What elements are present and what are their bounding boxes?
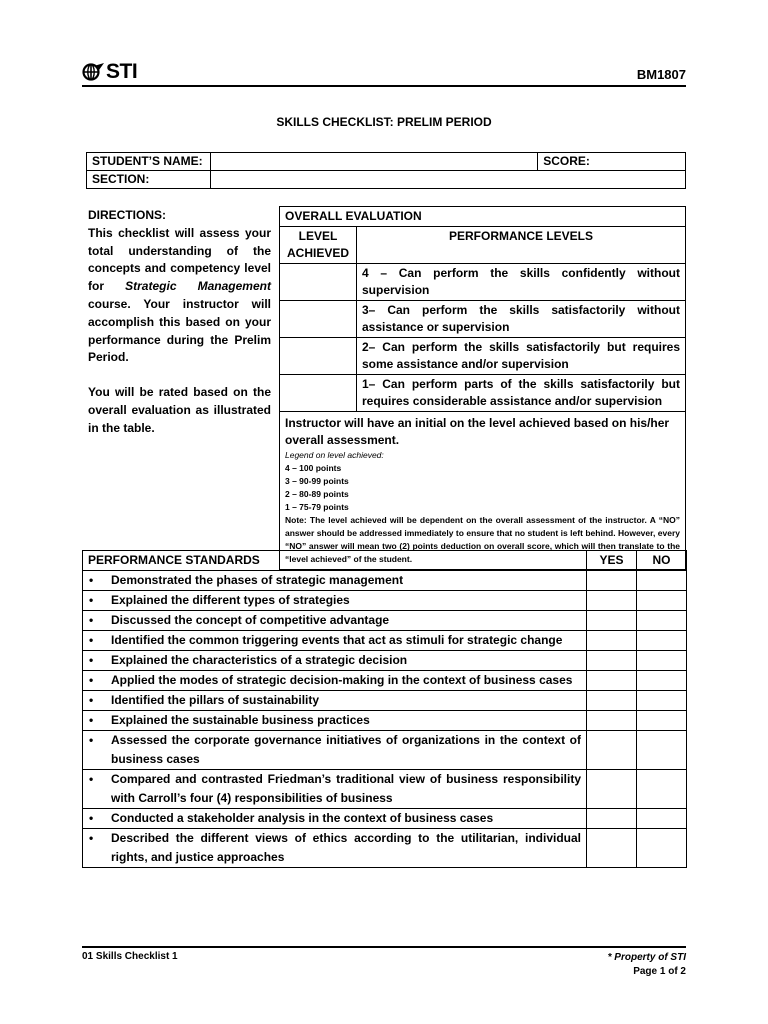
standard-item <box>83 651 587 671</box>
yes-checkbox-cell[interactable] <box>587 651 637 671</box>
directions <box>88 207 271 455</box>
standard-item <box>83 691 587 711</box>
table-row <box>83 591 687 611</box>
no-checkbox-cell[interactable] <box>637 731 687 770</box>
yes-checkbox-cell[interactable] <box>587 711 637 731</box>
standard-item <box>83 571 587 591</box>
yes-checkbox-cell[interactable] <box>587 691 637 711</box>
bullet-icon: • <box>89 593 94 607</box>
standard-text: Explained the characteristics of a strategic decision <box>111 653 408 667</box>
standard-item <box>83 711 587 731</box>
standard-text: Discussed the concept of competitive advantage <box>111 613 390 627</box>
standard-text: Identified the common triggering events that act as stimuli for strategic change <box>111 633 563 647</box>
standards-header: PERFORMANCE STANDARDS <box>83 551 587 571</box>
table-row <box>83 691 687 711</box>
standard-item <box>83 611 587 631</box>
legend-item: 2 – 80-89 points <box>285 489 349 499</box>
standard-item <box>83 631 587 651</box>
page-number: Page 1 of 2 <box>633 966 686 977</box>
level-3-box[interactable] <box>280 301 357 338</box>
yes-checkbox-cell[interactable] <box>587 829 637 868</box>
yes-checkbox-cell[interactable] <box>587 591 637 611</box>
student-name-label: STUDENT’S NAME: <box>87 153 211 171</box>
standard-text: Explained the different types of strategies <box>111 593 350 607</box>
yes-checkbox-cell[interactable] <box>587 731 637 770</box>
performance-level-2: 2– Can perform the skills satisfactorily but requires some assistance and/or supervision <box>357 338 686 375</box>
table-row <box>83 631 687 651</box>
legend-title: Legend on level achieved: <box>285 450 384 460</box>
legend-item: 4 – 100 points <box>285 463 342 473</box>
logo-text: STI <box>106 60 138 83</box>
standard-text: Described the different views of ethics according to the utilitarian, individual rights, and justice approaches <box>111 831 581 864</box>
standard-text: Conducted a stakeholder analysis in the context of business cases <box>111 811 494 825</box>
no-checkbox-cell[interactable] <box>637 770 687 809</box>
standard-item <box>83 671 587 691</box>
page-title: SKILLS CHECKLIST: PRELIM PERIOD <box>276 115 492 129</box>
instructor-note: Instructor will have an initial on the level achieved based on his/her overall assessment. <box>285 416 670 447</box>
student-name-field[interactable] <box>210 153 537 171</box>
standard-item <box>83 731 587 770</box>
standard-text: Compared and contrasted Friedman’s traditional view of business responsibility with Carroll’s four (4) responsibilities of business <box>111 772 581 805</box>
directions-paragraph-1: This checklist will assess your total understanding of the concepts and competency level for Strategic Management course. Your instructor will accomplish this based on your performance during the Prelim Period. <box>88 225 271 365</box>
standard-text: Assessed the corporate governance initiatives of organizations in the context of business cases <box>111 733 581 766</box>
level-achieved-header: LEVEL ACHIEVED <box>280 227 357 264</box>
level-2-box[interactable] <box>280 338 357 375</box>
table-row <box>83 770 687 809</box>
sti-logo <box>82 60 137 84</box>
standard-item <box>83 829 587 868</box>
directions-paragraph-2: You will be rated based on the overall evaluation as illustrated in the table. <box>88 385 271 435</box>
no-checkbox-cell[interactable] <box>637 691 687 711</box>
yes-checkbox-cell[interactable] <box>587 571 637 591</box>
no-checkbox-cell[interactable] <box>637 591 687 611</box>
performance-level-4: 4 – Can perform the skills confidently without supervision <box>357 264 686 301</box>
yes-checkbox-cell[interactable] <box>587 631 637 651</box>
standard-text: Explained the sustainable business practices <box>111 713 370 727</box>
standard-item <box>83 591 587 611</box>
student-info-table <box>86 152 686 189</box>
course-name: Strategic Management <box>125 279 271 294</box>
level-1-box[interactable] <box>280 375 357 412</box>
yes-header: YES <box>587 551 637 571</box>
no-checkbox-cell[interactable] <box>637 671 687 691</box>
overall-evaluation-table <box>279 206 686 570</box>
standard-text: Demonstrated the phases of strategic management <box>111 573 404 587</box>
no-checkbox-cell[interactable] <box>637 571 687 591</box>
section-field[interactable] <box>210 171 685 189</box>
document-code: BM1807 <box>636 67 686 82</box>
globe-icon <box>82 62 104 82</box>
bullet-icon: • <box>89 633 94 647</box>
legend-item: 1 – 75-79 points <box>285 502 349 512</box>
table-row <box>83 651 687 671</box>
footer-right <box>608 951 686 979</box>
bullet-icon: • <box>89 693 94 707</box>
footer-divider <box>82 946 686 948</box>
bullet-icon: • <box>89 573 94 587</box>
bullet-icon: • <box>89 733 94 747</box>
no-checkbox-cell[interactable] <box>637 611 687 631</box>
bullet-icon: • <box>89 673 94 687</box>
table-row <box>83 829 687 868</box>
bullet-icon: • <box>89 772 94 786</box>
no-checkbox-cell[interactable] <box>637 631 687 651</box>
no-checkbox-cell[interactable] <box>637 711 687 731</box>
no-header: NO <box>637 551 687 571</box>
standard-text: Identified the pillars of sustainability <box>111 693 320 707</box>
no-checkbox-cell[interactable] <box>637 651 687 671</box>
no-checkbox-cell[interactable] <box>637 809 687 829</box>
table-row <box>83 809 687 829</box>
evaluation-heading: OVERALL EVALUATION <box>280 207 686 227</box>
property-note: * Property of STI <box>607 952 686 963</box>
bullet-icon: • <box>89 613 94 627</box>
table-row <box>83 711 687 731</box>
performance-level-3: 3– Can perform the skills satisfactorily without assistance or supervision <box>357 301 686 338</box>
table-row <box>83 671 687 691</box>
yes-checkbox-cell[interactable] <box>587 611 637 631</box>
bullet-icon: • <box>89 653 94 667</box>
yes-checkbox-cell[interactable] <box>587 770 637 809</box>
performance-levels-header: PERFORMANCE LEVELS <box>357 227 686 264</box>
yes-checkbox-cell[interactable] <box>587 809 637 829</box>
yes-checkbox-cell[interactable] <box>587 671 637 691</box>
standard-item <box>83 809 587 829</box>
section-label: SECTION: <box>87 171 211 189</box>
table-row <box>83 611 687 631</box>
bullet-icon: • <box>89 713 94 727</box>
bullet-icon: • <box>89 831 94 845</box>
performance-level-1: 1– Can perform parts of the skills satisfactorily but requires considerable assistance and/or supervision <box>357 375 686 412</box>
bullet-icon: • <box>89 811 94 825</box>
performance-standards-table <box>82 550 687 868</box>
directions-heading: DIRECTIONS: <box>88 208 166 222</box>
standards-body <box>83 571 687 868</box>
level-4-box[interactable] <box>280 264 357 301</box>
standard-item <box>83 770 587 809</box>
score-label: SCORE: <box>538 153 686 171</box>
table-row <box>83 571 687 591</box>
table-row <box>83 731 687 770</box>
standard-text: Applied the modes of strategic decision-making in the context of business cases <box>111 673 573 687</box>
evaluation-note: Note: The level achieved will be dependent on the overall assessment of the instructor. A “NO” answer should be addressed immediately to ensure that no student is left behind. However, every “NO” answer will mean two (2) points deduction on overall score, which will then translate to the “level achieved” of the student. <box>285 515 680 564</box>
header-divider <box>82 85 686 87</box>
no-checkbox-cell[interactable] <box>637 829 687 868</box>
legend-item: 3 – 90-99 points <box>285 476 349 486</box>
footer-document-name: 01 Skills Checklist 1 <box>82 951 178 962</box>
evaluation-legend <box>280 412 686 570</box>
